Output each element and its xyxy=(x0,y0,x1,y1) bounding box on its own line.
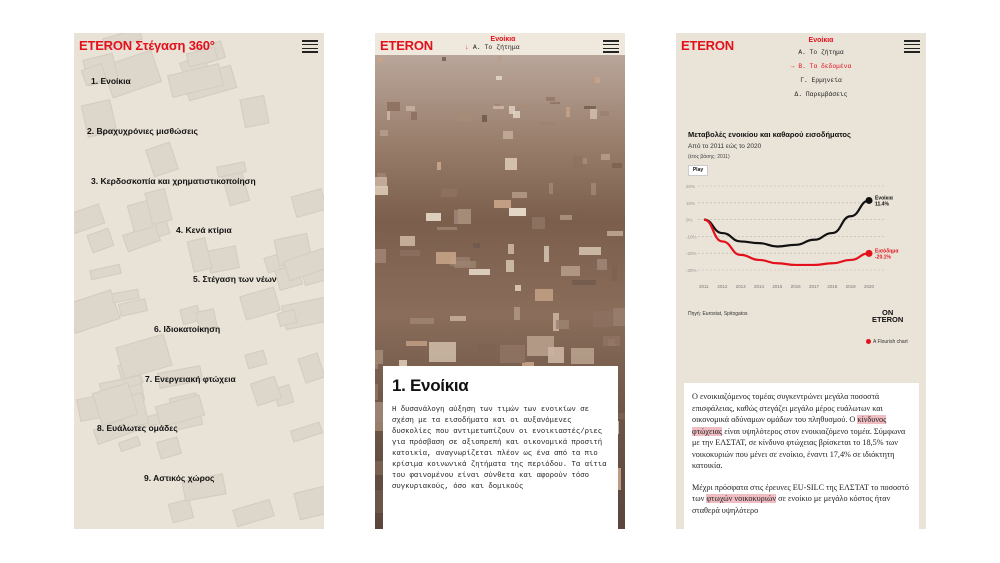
series-value-label: 11.4% xyxy=(875,201,889,208)
paragraph-2 xyxy=(692,482,911,517)
map-block xyxy=(168,499,194,524)
menu-item-empty-buildings[interactable]: 4. Κενά κτίρια xyxy=(176,225,232,235)
series-end-point-1 xyxy=(866,250,873,257)
map-block xyxy=(244,350,267,370)
photo-building xyxy=(535,289,553,301)
x-tick-label: 2012 xyxy=(717,284,728,289)
photo-building xyxy=(540,122,554,125)
play-button[interactable]: Play xyxy=(688,165,708,176)
menu-item-urban-space[interactable]: 9. Αστικός χώρος xyxy=(144,473,215,483)
map-block xyxy=(297,352,324,383)
photo-building xyxy=(494,200,511,208)
photo-building xyxy=(477,344,496,363)
photo-building xyxy=(442,57,446,61)
photo-building xyxy=(411,112,417,120)
section-label: Α. Το ζήτημα xyxy=(472,44,520,51)
x-tick-label: 2015 xyxy=(772,284,783,289)
photo-building xyxy=(387,102,400,111)
hamburger-menu-icon[interactable] xyxy=(302,40,318,53)
photo-building xyxy=(571,348,594,364)
photo-building xyxy=(469,269,490,275)
hamburger-menu-icon[interactable] xyxy=(603,40,619,53)
photo-building xyxy=(450,316,466,321)
photo-building xyxy=(519,105,528,108)
map-block xyxy=(239,95,269,128)
photo-building xyxy=(503,131,513,139)
photo-building xyxy=(601,154,610,160)
para1-text: Ο ενοικιαζόμενος τομέας συγκεντρώνει μεγάλα ποσοστά επισφάλειας, καθώς στεγάζει μεγάλο μέρος ευάλωτων και οικονομικά αδύναμων ομάδων του πληθυσμού. Ο xyxy=(692,392,883,424)
photo-building xyxy=(556,320,569,329)
photo-building xyxy=(597,259,607,270)
photo-building xyxy=(600,111,609,116)
photo-building xyxy=(406,341,427,346)
photo-building xyxy=(579,247,601,255)
highlight-poor-households[interactable]: φτωχών νοικοκυριών xyxy=(706,494,777,503)
series-name-label: Ενοίκια xyxy=(875,195,893,202)
home-screen xyxy=(74,33,324,529)
photo-building xyxy=(400,250,420,256)
article-screen xyxy=(375,33,625,529)
menu-item-energy-poverty[interactable]: 7. Ενεργειακή φτώχεια xyxy=(145,374,236,384)
photo-building xyxy=(380,130,388,136)
chart-note: (έτος βάσης: 2011) xyxy=(688,154,730,160)
data-text-card xyxy=(684,383,919,529)
para2-text: Μέχρι πρόσφατα στις έρευνες EU-SILC της ΕΛΣΤΑΤ το ποσοστό των xyxy=(692,482,909,503)
map-block xyxy=(89,264,121,280)
photo-building xyxy=(546,97,555,101)
photo-building xyxy=(387,111,390,120)
photo-building xyxy=(561,266,580,276)
menu-item-speculation[interactable]: 3. Κερδοσκοπία και χρηματιστικοποίηση xyxy=(91,176,256,186)
map-block xyxy=(206,245,240,273)
photo-building xyxy=(375,384,378,400)
y-tick-label: -10% xyxy=(686,234,697,240)
menu-item-homeownership[interactable]: 6. Ιδιοκατοίκηση xyxy=(154,324,221,334)
nav-item-issue[interactable]: Α. Το ζήτημα xyxy=(798,49,844,56)
map-block xyxy=(291,188,324,218)
map-block xyxy=(86,228,114,254)
nav-item-interpretation[interactable]: Γ. Ερμηνεία xyxy=(800,77,842,84)
photo-building xyxy=(512,192,527,198)
para2-text-end: σε ενοίκιο με μεγάλο κόστος ήταν σταθερά υψηλότερο xyxy=(692,494,891,515)
chapter-nav xyxy=(746,37,896,105)
chart-subtitle: Από το 2011 εώς το 2020 xyxy=(688,143,762,150)
photo-building xyxy=(584,106,596,109)
x-tick-label: 2014 xyxy=(754,284,765,289)
photo-building xyxy=(593,311,612,327)
photo-building xyxy=(508,244,514,254)
photo-building xyxy=(426,213,441,221)
menu-item-rents[interactable]: 1. Ενοίκια xyxy=(91,76,131,86)
photo-building xyxy=(550,102,560,104)
photo-building xyxy=(429,342,456,362)
y-tick-label: -20% xyxy=(686,251,697,257)
photo-building xyxy=(566,107,570,117)
site-title[interactable]: ETERON Στέγαση 360° xyxy=(79,38,215,53)
photo-building xyxy=(509,208,526,216)
article-body: Η δυσανάλογη αύξηση των τιμών των ενοικίων σε σχέση με τα εισοδήματα και οι αυξανόμενες δυσκολίες που αντιμετωπίζουν οι ενοικιαστές/ριες για πρόσβαση σε αξιοπρεπή και οικονομικά προσιτή κατοικία, αναγνωρίζεται πλέον ως ένα από τα πιο κρίσιμα κοινωνικά ζητήματα της περιόδου. Τα αίτια του φαινομένου είναι σύνθετα και αφορούν τόσο συγκυριακούς, όσο και δομικούς xyxy=(392,406,607,491)
photo-building xyxy=(378,58,383,63)
photo-building xyxy=(514,307,520,320)
photo-building xyxy=(400,236,415,246)
photo-building xyxy=(441,189,457,197)
photo-building xyxy=(591,183,596,195)
photo-building xyxy=(473,243,480,248)
map-block xyxy=(239,286,281,320)
series-value-label: -20.1% xyxy=(875,254,891,261)
map-block xyxy=(156,436,182,459)
photo-building xyxy=(375,249,386,263)
photo-building xyxy=(548,347,564,363)
menu-item-youth-housing[interactable]: 5. Στέγαση των νέων xyxy=(193,274,277,284)
map-block xyxy=(118,436,141,452)
logo[interactable]: ETERON xyxy=(681,38,734,53)
x-tick-label: 2016 xyxy=(790,284,801,289)
photo-building xyxy=(437,227,457,230)
photo-building xyxy=(493,106,504,109)
logo[interactable]: ETERON xyxy=(380,38,433,53)
on-logo-bottom: ETERON xyxy=(872,315,904,324)
on-logo-top: ON xyxy=(882,308,894,317)
para1-text-end: είναι υψηλότερος στον ενοικιαζόμενο τομέα. Σύμφωνα με την ΕΛΣΤΑΤ, σε κίνδυνο φτώχειας βρίσκεται το 18,5% των νοικοκυριών που μένει σε ενοίκιο, έναντι 17,4% σε ιδιόκτητη κατοικία. xyxy=(692,426,906,470)
highlight-poverty-risk[interactable]: κίνδυνος φτώχειας xyxy=(692,415,887,436)
article-card xyxy=(383,366,618,529)
photo-building xyxy=(506,260,514,272)
y-tick-label: -30% xyxy=(686,268,697,273)
series-line-0 xyxy=(704,200,869,246)
photo-building xyxy=(500,345,525,363)
photo-building xyxy=(612,265,617,281)
menu-item-short-term[interactable]: 2. Βραχυχρόνιες μισθώσεις xyxy=(87,126,198,136)
flourish-credit[interactable] xyxy=(866,339,908,345)
photo-building xyxy=(458,114,471,121)
photo-building xyxy=(410,318,434,324)
series-end-point-0 xyxy=(866,197,873,204)
photo-building xyxy=(603,336,620,346)
x-tick-label: 2018 xyxy=(827,284,838,289)
photo-building xyxy=(406,106,415,111)
menu-item-vulnerable[interactable]: 8. Ευάλωτες ομάδες xyxy=(97,423,178,433)
chapter-label: Ενοίκια xyxy=(490,36,516,43)
y-tick-label: 20% xyxy=(686,184,696,189)
line-chart xyxy=(684,178,918,308)
photo-building xyxy=(505,158,517,170)
photo-building xyxy=(375,350,383,364)
nav-item-data[interactable]: → Β. Τα δεδομένα xyxy=(790,63,852,70)
photo-building xyxy=(482,115,487,122)
x-tick-label: 2019 xyxy=(845,284,856,289)
photo-building xyxy=(375,186,388,195)
x-tick-label: 2020 xyxy=(864,284,875,289)
paragraph-1 xyxy=(692,391,911,472)
x-tick-label: 2017 xyxy=(809,284,820,289)
chapter-label: Ενοίκια xyxy=(808,37,834,44)
chart-source: Πηγή: Eurostat, Spitogatos xyxy=(688,311,748,317)
photo-building xyxy=(612,163,622,168)
article-heading: 1. Ενοίκια xyxy=(392,376,469,395)
photo-building xyxy=(572,280,596,285)
hamburger-menu-icon[interactable] xyxy=(904,40,920,53)
arrow-down-icon: ↓ xyxy=(465,44,469,51)
photo-building xyxy=(496,76,502,80)
data-screen xyxy=(676,33,926,529)
chart-title: Μεταβολές ενοικίου και καθαρού εισοδήματος xyxy=(688,130,851,139)
photo-building xyxy=(497,55,502,62)
map-block xyxy=(145,142,179,178)
on-eteron-logo xyxy=(872,309,903,323)
photo-building xyxy=(509,106,515,114)
flourish-label: A Flourish chart xyxy=(873,339,908,345)
x-tick-label: 2011 xyxy=(699,284,709,289)
map-block xyxy=(293,482,324,521)
photo-building xyxy=(544,246,549,262)
flourish-icon xyxy=(866,339,871,344)
photo-building xyxy=(613,308,625,326)
article-header xyxy=(375,33,625,55)
nav-item-interventions[interactable]: Δ. Παρεμβάσεις xyxy=(794,91,848,98)
photo-building xyxy=(573,156,583,168)
series-name-label: Εισόδημα xyxy=(875,248,899,255)
photo-building xyxy=(458,209,471,224)
y-tick-label: 10% xyxy=(686,200,696,206)
photo-building xyxy=(560,215,572,220)
map-block xyxy=(290,422,323,443)
map-block xyxy=(187,237,213,273)
photo-building xyxy=(437,162,441,170)
photo-building xyxy=(549,183,553,194)
photo-building xyxy=(590,109,597,119)
map-block xyxy=(232,499,275,527)
x-tick-label: 2013 xyxy=(735,284,746,289)
photo-building xyxy=(607,231,623,236)
y-tick-label: 0% xyxy=(686,217,693,223)
photo-building xyxy=(569,208,586,213)
photo-building xyxy=(595,77,600,83)
series-line-1 xyxy=(704,220,869,265)
photo-building xyxy=(532,217,545,229)
section-nav[interactable] xyxy=(465,44,520,51)
photo-building xyxy=(515,285,521,291)
photo-building xyxy=(436,252,456,264)
